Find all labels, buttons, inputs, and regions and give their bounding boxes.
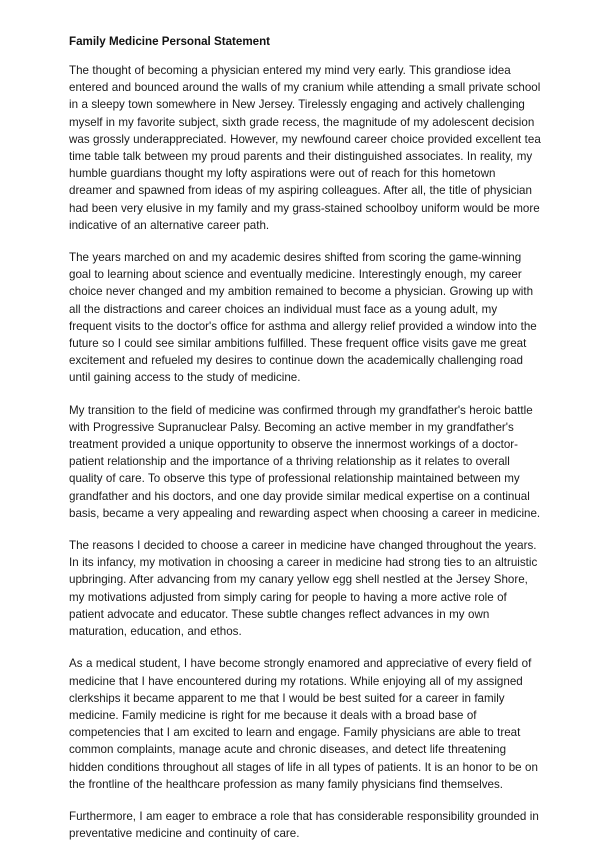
paragraph-5: As a medical student, I have become strongly enamored and appreciative of every field of medicine that I have encountered during my rotations. While enjoying all of my assigned clerkships it became apparent to me that I would be best suited for a career in family medicine. Family medicine is right for me because it deals with a broad base of competencies that I am excited to learn and engage. Family physicians are able to treat common complaints, manage acute and chronic diseases, and detect life threatening hidden conditions throughout all stages of life in all types of patients. It is an honor to be on the frontline of the healthcare profession as many family physicians find themselves. [69,657,538,791]
paragraph-2: The years marched on and my academic desires shifted from scoring the game-winning goal to learning about science and eventually medicine. Interestingly enough, my career choice never changed and my ambition remained to become a physician. Growing up with all the distractions and career choices an individual must face as a young adult, my frequent visits to the doctor's office for asthma and allergy relief provided a window into the future so I could see similar ambitions fulfilled. These frequent office visits gave me great excitement and refueled my desires to continue down the academically challenging road until gaining access to the study of medicine. [69,251,537,385]
paragraph-6: Furthermore, I am eager to embrace a role that has considerable responsibility grounded in preventative medicine and continuity of care. [69,809,539,841]
paragraph-1: The thought of becoming a physician entered my mind very early. This grandiose idea entered and bounced around the walls of my cranium while attending a small private school in a sleepy town somewhere in New Jersey. Tirelessly engaging and actively challenging myself in my favorite subject, sixth grade recess, the magnitude of my adolescent decision was grossly underappreciated. However, my newfound career choice provided excellent tea time table talk between my proud parents and their distinguished associates. In reality, my humble guardians thought my lofty aspirations were out of reach for this hometown dreamer and spawned from ideas of my aspiring colleagues. After all, the title of physician had been very elusive in my family and my grass-stained schoolboy uniform would be more indicative of an alternative career path. [69,64,541,232]
document-title: Family Medicine Personal Statement [69,35,271,48]
paragraph-4: The reasons I decided to choose a career in medicine have changed throughout the years. In its infancy, my motivation in choosing a career in medicine had strong ties to an altruistic upbringing. After advancing from my canary yellow egg shell nestled at the Jersey Shore, my motivations adjusted from simply caring for people to having a more active role of patient advocate and educator. These subtle changes reflect advances in my own maturation, education, and ethos. [69,539,538,639]
paragraph-3: My transition to the field of medicine was confirmed through my grandfather's heroic battle with Progressive Supranuclear Palsy. Becoming an active member in my grandfather's treatment provided a unique opportunity to observe the innermost workings of a doctor-patient relationship and the importance of a thriving relationship as it relates to overall quality of care. To observe this type of professional relationship maintained between my grandfather and his doctors, and one day provide similar medical expertise on a continual basis, became a very appealing and rewarding aspect when choosing a career in medicine. [69,403,541,520]
